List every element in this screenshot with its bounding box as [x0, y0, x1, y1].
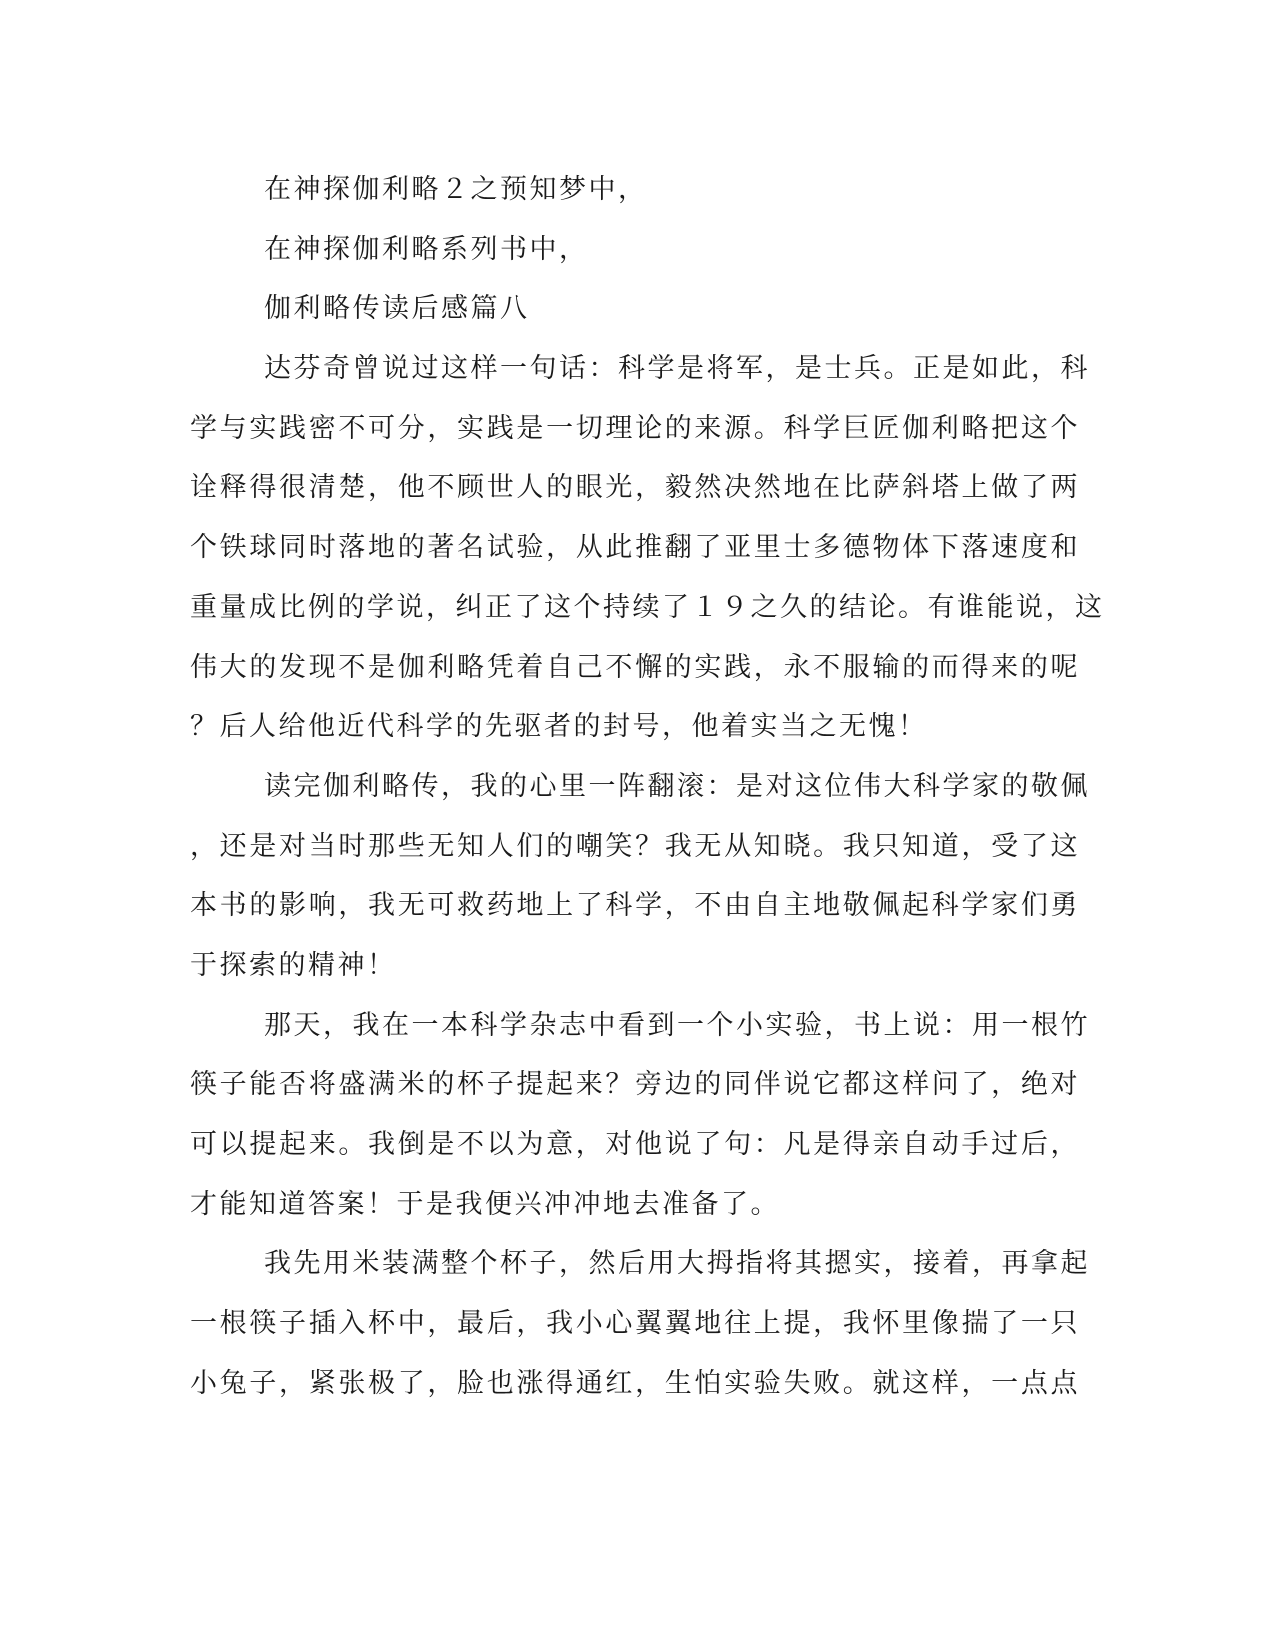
text-line: 那天，我在一本科学杂志中看到一个小实验，书上说：用一根竹 [264, 1009, 1090, 1041]
text-line: 读完伽利略传，我的心里一阵翻滚：是对这位伟大科学家的敬佩 [264, 770, 1090, 802]
text-line: 可以提起来。我倒是不以为意，对他说了句：凡是得亲自动手过后， [190, 1129, 1080, 1160]
text-line: 达芬奇曾说过这样一句话：科学是将军，是士兵。正是如此，科 [264, 353, 1090, 385]
text-line: 才能知道答案！于是我便兴冲冲地去准备了。 [190, 1188, 780, 1220]
text-line: 在神探伽利略２之预知梦中， [264, 174, 648, 205]
text-line: 小兔子，紧张极了，脸也涨得通红，生怕实验失败。就这样，一点点 [190, 1367, 1080, 1399]
text-line: 伟大的发现不是伽利略凭着自己不懈的实践，永不服输的而得来的呢 [190, 651, 1080, 683]
text-line: 伽利略传读后感篇八 [264, 293, 530, 325]
text-line: 重量成比例的学说，纠正了这个持续了１９之久的结论。有谁能说，这 [190, 591, 1105, 623]
text-line: 诠释得很清楚，他不顾世人的眼光，毅然决然地在比萨斜塔上做了两 [190, 472, 1080, 504]
text-line: ？后人给他近代科学的先驱者的封号，他着实当之无愧！ [190, 711, 928, 743]
body-text [190, 160, 1105, 1413]
text-line: 筷子能否将盛满米的杯子提起来？旁边的同伴说它都这样问了，绝对 [190, 1069, 1080, 1101]
text-line: 本书的影响，我无可救药地上了科学，不由自主地敬佩起科学家们勇 [190, 890, 1080, 922]
text-line: 于探索的精神！ [190, 949, 397, 981]
text-line: 一根筷子插入杯中，最后，我小心翼翼地往上提，我怀里像揣了一只 [190, 1308, 1080, 1340]
text-line: ，还是对当时那些无知人们的嘲笑？我无从知晓。我只知道，受了这 [190, 830, 1080, 862]
text-line: 在神探伽利略系列书中， [264, 233, 589, 265]
text-line: 我先用米装满整个杯子，然后用大拇指将其摁实，接着，再拿起 [264, 1248, 1090, 1280]
text-line: 学与实践密不可分，实践是一切理论的来源。科学巨匠伽利略把这个 [190, 412, 1080, 444]
text-line: 个铁球同时落地的著名试验，从此推翻了亚里士多德物体下落速度和 [190, 532, 1080, 564]
